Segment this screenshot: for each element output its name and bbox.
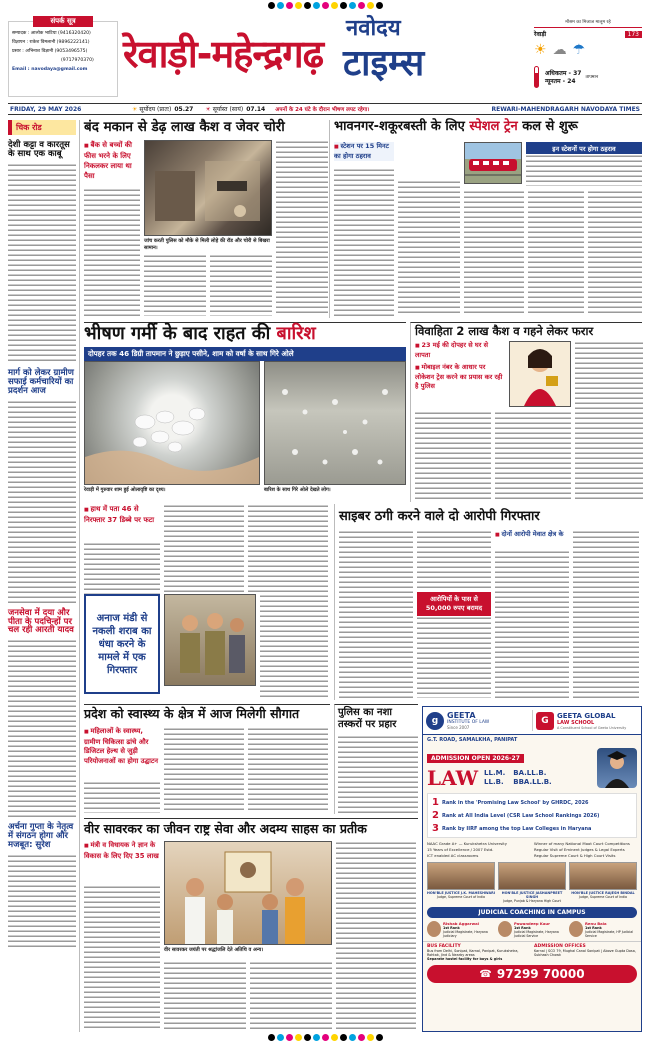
body-text — [495, 550, 569, 698]
body-text — [276, 140, 328, 316]
topper-card — [498, 921, 566, 938]
logo1-name: GEETA — [447, 711, 476, 720]
ad-logos — [423, 707, 641, 735]
burglary-photo — [144, 140, 272, 236]
topper-name: Rishab Aggarwal — [443, 921, 479, 926]
police-officers — [165, 595, 255, 685]
dateline-bar — [8, 103, 642, 115]
section-tag: चिक रोड — [8, 120, 76, 135]
judge-photo — [569, 862, 637, 890]
headline-part: कल से शुरू — [517, 119, 578, 134]
phone-icon: ☎ — [479, 968, 492, 980]
judge-role: Judge, Punjab & Haryana High Court — [503, 899, 561, 903]
subtitle-banner: दोपहर तक 46 डिग्री तापमान ने छुड़ाए पसीने, शाम को वर्षा के साथ गिरे ओले — [84, 347, 406, 361]
story-heat — [84, 322, 406, 502]
body-text — [417, 530, 491, 588]
title-small: नवोदय — [346, 16, 401, 41]
rank-text: Rank by IIRF among the top Law Colleges in Haryana — [442, 825, 592, 832]
sidebar-box — [495, 530, 569, 540]
headline: वीर सावरकर का जीवन राष्ट्र सेवा और अदम्य साहस का प्रतीक — [84, 821, 367, 836]
rank-number: 1 — [432, 797, 439, 808]
left-story-body — [8, 639, 76, 819]
ad-address: G.T. ROAD, SAMALKHA, PANIPAT — [427, 737, 518, 743]
police-photo — [164, 594, 256, 686]
left-column — [8, 120, 80, 1032]
ad-footer-info — [423, 941, 641, 963]
sunrise-icon: ☀ — [132, 105, 138, 113]
story-savarkar — [84, 818, 418, 1032]
rank-number: 2 — [432, 810, 439, 821]
feature-item: 15 Years of Excellence / 2007 Estd. — [427, 847, 494, 852]
sidebar-text: ■ दोनों आरोपी मेवात क्षेत्र के — [495, 530, 569, 540]
topper-photo — [569, 921, 583, 937]
photo-caption: वीर सावरकर जयंती पर श्रद्धांजलि देते अतिथि व अन्य। — [164, 947, 264, 953]
topper-rank: 1st Rank — [443, 926, 460, 930]
body-text — [588, 190, 642, 316]
topper-photo — [498, 921, 512, 937]
weather-heading: मौसम का मिजाज मालूम रहे — [565, 20, 611, 25]
body-text — [164, 961, 246, 1031]
rank-text: Rank at All India Level (CSR Law School Rankings 2026) — [442, 812, 600, 819]
judge-name: HON'BLE JUSTICE JASHANPREET SINGH — [501, 891, 563, 899]
headline: पुलिस का नशा तस्करों पर प्रहार — [338, 707, 397, 730]
law-label: LAW — [427, 766, 479, 790]
body-text — [575, 341, 643, 501]
topper-card — [427, 921, 495, 938]
halt-banner-text: इन स्टेशनों पर होगा ठहराव — [552, 145, 616, 153]
topper-post: Judicial Magistrate, HP Judicial Service — [585, 930, 634, 938]
rank-row — [432, 810, 632, 821]
rank-row — [432, 797, 632, 808]
feature-item: Regular Visit of Eminent Judges & Legal Experts — [534, 847, 625, 852]
headline: विवाहिता 2 लाख कैश व गहने लेकर फरार — [415, 324, 594, 338]
ad-geeta-law[interactable] — [422, 706, 642, 1032]
ad-courses — [423, 745, 641, 790]
topper-card — [569, 921, 637, 938]
topper-name: Renu Bala — [585, 921, 607, 926]
topper-photo — [427, 921, 441, 937]
logo2-name: GEETA GLOBAL — [557, 711, 616, 720]
sidebar-text: ■ महिलाओं के स्वास्थ्य, ग्रामीण चिकित्सा ढांचे और डिजिटल हेल्थ से जुड़ी परियोजनाओं का होगा उद्घाटन — [84, 727, 160, 766]
sun-icon: ☀ — [534, 42, 547, 58]
judge-name: HON'BLE JUSTICE RAJESH BINDAL — [571, 891, 635, 895]
room-scene — [145, 141, 271, 235]
body-text — [415, 411, 491, 501]
body-text — [260, 594, 328, 698]
woman-icon — [510, 342, 570, 406]
toppers-row — [423, 918, 641, 941]
sidebar-box — [84, 841, 160, 861]
body-text — [334, 168, 394, 316]
sidebar-box — [415, 341, 505, 391]
feature-item: ICT enabled AC classrooms — [427, 853, 479, 858]
logo2-tag: A Constituent School of Geeta University — [557, 725, 627, 730]
office-text: Karnal | SCO 79, Mughal Canal Sonipat | Above Gupta Dosa, Subhash Chowk — [534, 949, 636, 957]
hail-on-road — [265, 362, 405, 484]
geeta-logo-icon: g — [426, 712, 444, 730]
sidebar-box — [334, 142, 394, 161]
office-title: ADMISSION OFFICES — [534, 944, 586, 949]
course-item: BA.LL.B. — [513, 769, 547, 777]
sunset-icon: ☀ — [205, 105, 211, 113]
rain-icon: ☂ — [572, 42, 586, 58]
sidebar-text: ■ मंत्री व विधायक ने ज्ञान के विकास के लिए दिए 35 लाख — [84, 841, 160, 861]
hostel-text: Separate hostel facility for boys & girls — [427, 957, 503, 961]
sidebar-text: ■ स्टेशन पर 15 मिनट का होगा ठहराव — [334, 142, 394, 161]
body-text — [248, 727, 328, 813]
phone-banner[interactable] — [427, 965, 637, 983]
left-story-body — [8, 400, 76, 605]
headline-highlight: स्पेशल ट्रेन — [469, 119, 518, 134]
story-burglary — [84, 120, 330, 318]
admission-banner: ADMISSION OPEN 2026-27 — [427, 754, 524, 763]
left-story-title: देशी कट्टा व कारतूस के साथ एक काबू — [8, 140, 70, 159]
registration-marks-bottom — [8, 1034, 642, 1042]
sidebar-text: ■ हाथ में पता 46 से निरफ्तार 37 डिब्बे पर फटा — [84, 504, 160, 525]
body-text — [84, 781, 160, 813]
temp-max: अधिकतम - 37 — [545, 70, 582, 77]
arrest-feature — [84, 594, 330, 702]
topper-rank: 1st Rank — [585, 926, 602, 930]
weather-icons — [534, 42, 642, 58]
contacts-box — [8, 17, 118, 97]
logo2-sub: LAW SCHOOL — [557, 719, 595, 726]
body-text — [528, 190, 584, 316]
headline: साइबर ठगी करने वाले दो आरोपी गिरफ्तार — [339, 509, 540, 524]
feature-item: NAAC Grade A+ — Kurukshetra University — [427, 841, 508, 846]
feature-item: Winner of many National Moot Court Competitions — [534, 841, 630, 846]
ranks-box — [427, 793, 637, 838]
weather-city: रेवाड़ी — [534, 31, 547, 38]
body-text — [398, 180, 460, 316]
photo-caption: जांच करती पुलिस को मौके से मिली लोहे की रॉड और चोरी से बिखरा सामान। — [144, 238, 270, 251]
reward-text: आरोपियों के पास से 50,000 रुपए बरामद — [425, 595, 483, 612]
features-grid — [423, 841, 641, 858]
train-photo — [464, 142, 522, 184]
hail-photo-left — [84, 361, 260, 485]
judge-card — [569, 862, 637, 903]
body-text — [338, 735, 418, 815]
sunrise-label: सूर्योदय (प्रातः) — [139, 106, 172, 113]
story-cyber — [334, 504, 642, 700]
page-number: 173 — [625, 31, 642, 38]
savarkar-photo — [164, 841, 332, 945]
rank-text: Rank in the 'Promising Law School' by GHRDC, 2026 — [442, 799, 589, 806]
judge-photo — [427, 862, 495, 890]
train-icon — [465, 143, 521, 183]
topper-post: Judicial Magistrate, Haryana Judicial Service — [514, 930, 559, 938]
masthead — [8, 13, 642, 99]
body-text — [84, 885, 160, 1031]
email: Email : navodaya@gmail.com — [12, 67, 88, 72]
topper-post: Judicial Magistrate, Haryana Judiciary — [443, 930, 488, 938]
headline: प्रदेश को स्वास्थ्य के क्षेत्र में आज मिलेगी सौगात — [84, 706, 300, 721]
headline-part: भीषण गर्मी के बाद राहत की — [84, 323, 277, 344]
box-text: अनाज मंडी से नकली शराब का धंधा करने के मामले में एक गिरफ्तार — [92, 612, 152, 676]
title-main: रेवाड़ी-महेन्द्रगढ़ — [123, 32, 324, 76]
body-text — [339, 530, 413, 698]
judge-role: Judge, Supreme Court of India — [436, 895, 486, 899]
left-story-body — [8, 163, 76, 363]
contact-line: सम्पादक : आलोक भाटिया (9416320420) — [12, 31, 91, 36]
left-story-body — [8, 854, 76, 949]
bus-title: BUS FACILITY — [427, 944, 461, 949]
sidebar-text: ■ 23 मई की दोपहर से घर से लापता — [415, 341, 505, 360]
students-photo — [597, 748, 637, 788]
judges-row — [423, 858, 641, 907]
logo1-sub: INSTITUTE OF LAW — [447, 720, 490, 725]
cloud-icon: ☁ — [552, 42, 567, 58]
body-text — [495, 411, 571, 501]
feature-item: Regular Supreme Court & High Court Visits — [534, 853, 616, 858]
hailstones — [85, 362, 259, 484]
left-story-title: जनसेवा में दया और पीता के पदचिन्हों पर चल रही आरती यादव — [8, 607, 74, 636]
geeta-global-logo-icon: G — [536, 712, 554, 730]
story-train — [334, 120, 642, 318]
photo-caption: रेवाड़ी में गुरुवार शाम हुई ओलावृष्टि का दृश्य। — [84, 487, 166, 493]
headline: बंद मकान से डेढ़ लाख कैश व जेवर चोरी — [84, 119, 285, 135]
left-story-title: मार्ग को लेकर ग्रामीण सफाई कर्मचारियों का प्रदर्शन आज — [8, 367, 74, 396]
logo1-since: Since 2007 — [447, 725, 470, 730]
headline-highlight: बारिश — [276, 323, 316, 344]
registration-marks — [8, 2, 642, 11]
body-text — [250, 961, 332, 1031]
reward-box — [417, 592, 491, 616]
story-elope — [410, 322, 642, 502]
bus-text: Bus from Delhi, Sonipat, Karnal, Panipat, Kurukshetra, Rohtak, Jind & Nearby areas — [427, 949, 519, 957]
judge-photo — [498, 862, 566, 890]
rank-row — [432, 823, 632, 834]
left-story-title: अर्चना गुप्ता के नेतृत्व में संगठन होगा और मजबूत: सुरेश — [8, 822, 74, 851]
body-text — [164, 504, 244, 594]
graduate-icon — [597, 748, 637, 788]
slogan: अपनों के 24 घंटे के दौरान भीषण लपट रहेगा। — [275, 107, 370, 113]
contact-line: (9717970370) — [61, 58, 94, 63]
body-text — [210, 254, 272, 316]
hail-photo-right — [264, 361, 406, 485]
sidebar-box — [84, 140, 140, 181]
headline — [84, 325, 406, 344]
sunset-label: सूर्यास्त (सायं) — [212, 106, 244, 113]
arrest-box-label — [84, 594, 160, 694]
sidebar-text: ■ बैंक से बच्चों की फीस भरने के लिए निकलकर लाया था पैसा — [84, 140, 140, 181]
topper-name: Pawandeep Kaur — [514, 921, 551, 926]
station-list — [526, 154, 642, 186]
course-item: LL.B. — [484, 778, 504, 786]
story-health — [84, 704, 330, 814]
sunset-time: 07.14 — [246, 105, 266, 113]
judge-role: Judge, Supreme Court of India — [578, 895, 628, 899]
sidebar-box — [84, 504, 160, 525]
body-text — [164, 727, 244, 813]
headline-part: भावनगर-शकूरबस्ती के लिए — [334, 119, 470, 134]
paper-name: REWARI-MAHENDRAGARH NAVODAYA TIMES — [491, 105, 640, 113]
photo-caption: बारिश के साथ गिरे ओले देखते लोग। — [264, 487, 331, 493]
sampark-label: संपर्क सूत्र — [33, 16, 93, 27]
contact-line: विज्ञापन : राकेश विमलानी (9896222141) — [12, 40, 90, 45]
story-police — [334, 704, 418, 814]
sidebar-box — [84, 727, 160, 766]
body-text — [248, 504, 328, 594]
course-item: BBA.LL.B. — [513, 778, 552, 786]
thermometer-icon — [534, 66, 539, 88]
contact-line: प्रसार : अभिनाश विज्ञानी (9053496575) — [12, 49, 88, 54]
temp-min: न्यूनतम - 24 — [545, 78, 576, 85]
body-text — [84, 188, 140, 316]
sidebar-text: ■ मोबाइल नंबर के आधार पर लोकेशन ट्रेस करने का प्रयास कर रही है पुलिस — [415, 363, 505, 391]
body-text — [464, 190, 524, 316]
tribute-scene — [165, 842, 331, 944]
course-item: LL.M. — [484, 769, 506, 777]
phone-number[interactable]: 97299 70000 — [496, 967, 585, 981]
headline — [334, 120, 642, 134]
body-text — [573, 530, 639, 698]
topper-rank: 1st Rank — [514, 926, 531, 930]
judge-card — [427, 862, 495, 903]
body-text — [144, 254, 206, 316]
judge-name: HON'BLE JUSTICE J.K. MAHESHWARI — [427, 891, 496, 895]
body-text — [417, 616, 491, 698]
date: FRIDAY, 29 MAY 2026 — [10, 105, 82, 113]
title-times: टाइम्स — [343, 43, 425, 84]
rank-number: 3 — [432, 823, 439, 834]
weather-box — [534, 19, 642, 97]
woman-illustration — [509, 341, 571, 407]
judge-card — [498, 862, 566, 903]
body-text — [336, 841, 416, 1031]
weather-note: तापमान — [585, 75, 599, 80]
sunrise-time: 05.27 — [174, 105, 194, 113]
coaching-banner: JUDICIAL COACHING IN CAMPUS — [427, 907, 637, 918]
